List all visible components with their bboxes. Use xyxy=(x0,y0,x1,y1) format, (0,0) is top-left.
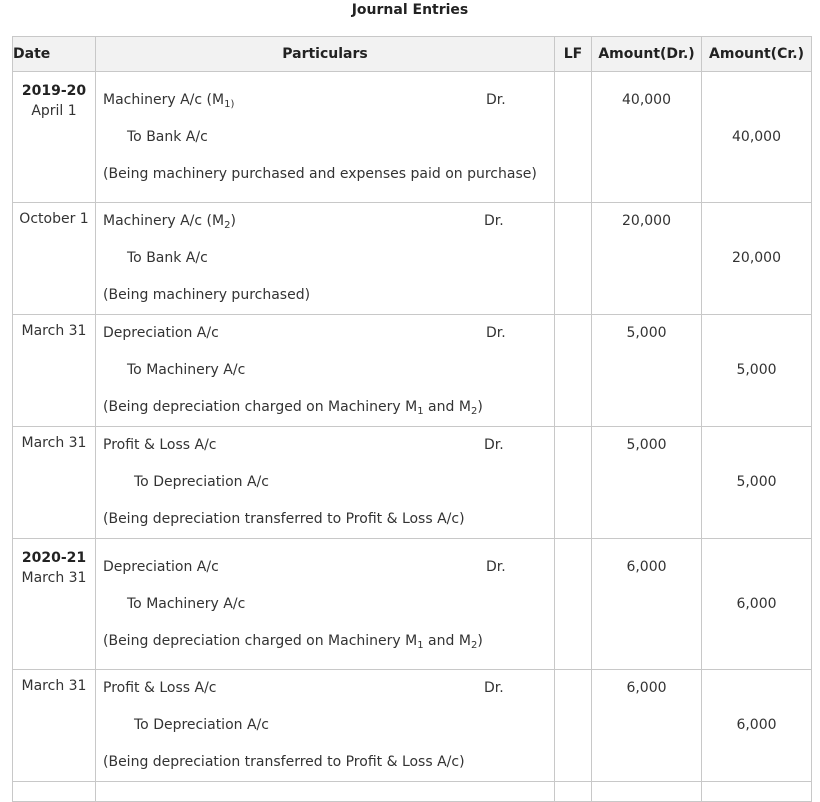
date-cell xyxy=(13,427,96,539)
amount-cr-cell xyxy=(702,203,812,315)
journal-row xyxy=(13,315,812,427)
dr-label: Dr. xyxy=(484,680,504,696)
date-cell xyxy=(13,539,96,670)
amount-dr-cell xyxy=(592,427,702,539)
year-label: 2019-20 xyxy=(21,83,87,99)
page-title: Journal Entries xyxy=(351,2,469,18)
journal-row xyxy=(13,539,812,670)
amount-dr-cell xyxy=(592,782,702,802)
amount-cr: 20,000 xyxy=(732,250,781,266)
lf-cell xyxy=(555,539,592,670)
debit-account: Depreciation A/c xyxy=(103,559,219,575)
amount-dr: 20,000 xyxy=(622,213,671,229)
amount-cr: 6,000 xyxy=(736,717,777,733)
amount-cr: 6,000 xyxy=(736,596,777,612)
amount-cr: 5,000 xyxy=(736,362,777,378)
lf-cell xyxy=(555,203,592,315)
header-lf: LF xyxy=(555,37,592,72)
amount-dr: 40,000 xyxy=(622,92,671,108)
credit-account: To Machinery A/c xyxy=(127,362,246,378)
lf-cell xyxy=(555,670,592,782)
amount-cr-cell xyxy=(702,72,812,203)
particulars-cell xyxy=(96,203,555,315)
credit-account: To Depreciation A/c xyxy=(134,717,269,733)
narration: (Being depreciation transferred to Profit & Loss A/c) xyxy=(103,754,465,770)
narration: (Being machinery purchased and expenses paid on purchase) xyxy=(103,166,537,182)
amount-cr-cell xyxy=(702,670,812,782)
amount-dr-cell xyxy=(592,315,702,427)
header-amount-dr: Amount(Dr.) xyxy=(592,37,702,72)
journal-table xyxy=(12,36,812,802)
date-cell xyxy=(13,315,96,427)
particulars-cell xyxy=(96,427,555,539)
date-label: March 31 xyxy=(21,323,87,339)
date-cell xyxy=(13,782,96,802)
lf-cell xyxy=(555,782,592,802)
debit-account: Depreciation A/c xyxy=(103,325,219,341)
lf-cell xyxy=(555,315,592,427)
dr-label: Dr. xyxy=(486,325,506,341)
amount-cr-cell xyxy=(702,539,812,670)
amount-cr-cell xyxy=(702,315,812,427)
amount-dr-cell xyxy=(592,670,702,782)
particulars-cell xyxy=(96,782,555,802)
date-label: April 1 xyxy=(31,103,77,119)
credit-account: To Bank A/c xyxy=(127,129,208,145)
year-label: 2020-21 xyxy=(21,550,87,566)
particulars-cell xyxy=(96,670,555,782)
header-row xyxy=(13,37,812,72)
journal-row xyxy=(13,72,812,203)
amount-dr: 6,000 xyxy=(626,559,667,575)
date-label: March 31 xyxy=(21,570,87,586)
particulars-cell xyxy=(96,72,555,203)
dr-label: Dr. xyxy=(484,213,504,229)
amount-cr: 40,000 xyxy=(732,129,781,145)
amount-cr: 5,000 xyxy=(736,474,777,490)
lf-cell xyxy=(555,72,592,203)
header-date: Date xyxy=(13,37,96,72)
journal-row xyxy=(13,203,812,315)
amount-dr-cell xyxy=(592,203,702,315)
date-label: October 1 xyxy=(19,211,89,227)
amount-dr: 5,000 xyxy=(626,437,667,453)
debit-account: Profit & Loss A/c xyxy=(103,680,217,696)
journal-row xyxy=(13,782,812,802)
particulars-cell xyxy=(96,539,555,670)
narration: (Being depreciation charged on Machinery $M_1$ and $M_2$) xyxy=(103,633,483,651)
dr-label: Dr. xyxy=(484,437,504,453)
particulars-cell xyxy=(96,315,555,427)
narration: (Being depreciation charged on Machinery $M_1$ and $M_2$) xyxy=(103,399,483,417)
date-cell xyxy=(13,670,96,782)
amount-dr-cell xyxy=(592,72,702,203)
amount-dr-cell xyxy=(592,539,702,670)
debit-account: Profit & Loss A/c xyxy=(103,437,217,453)
credit-account: To Bank A/c xyxy=(127,250,208,266)
debit-account: Machinery A/c ($M_{1)}$ xyxy=(103,92,235,110)
credit-account: To Depreciation A/c xyxy=(134,474,269,490)
narration: (Being depreciation transferred to Profit & Loss A/c) xyxy=(103,511,465,527)
debit-account: Machinery A/c $(M_2)$ xyxy=(103,213,236,231)
date-cell xyxy=(13,72,96,203)
date-label: March 31 xyxy=(21,435,87,451)
amount-cr-cell xyxy=(702,427,812,539)
journal-row xyxy=(13,670,812,782)
narration: (Being machinery purchased) xyxy=(103,287,311,303)
amount-cr-cell xyxy=(702,782,812,802)
journal-row xyxy=(13,427,812,539)
date-label: March 31 xyxy=(21,678,87,694)
date-cell xyxy=(13,203,96,315)
dr-label: Dr. xyxy=(486,559,506,575)
dr-label: Dr. xyxy=(486,92,506,108)
credit-account: To Machinery A/c xyxy=(127,596,246,612)
amount-dr: 6,000 xyxy=(626,680,667,696)
lf-cell xyxy=(555,427,592,539)
amount-dr: 5,000 xyxy=(626,325,667,341)
header-amount-cr: Amount(Cr.) xyxy=(702,37,812,72)
header-particulars: Particulars xyxy=(96,37,555,72)
